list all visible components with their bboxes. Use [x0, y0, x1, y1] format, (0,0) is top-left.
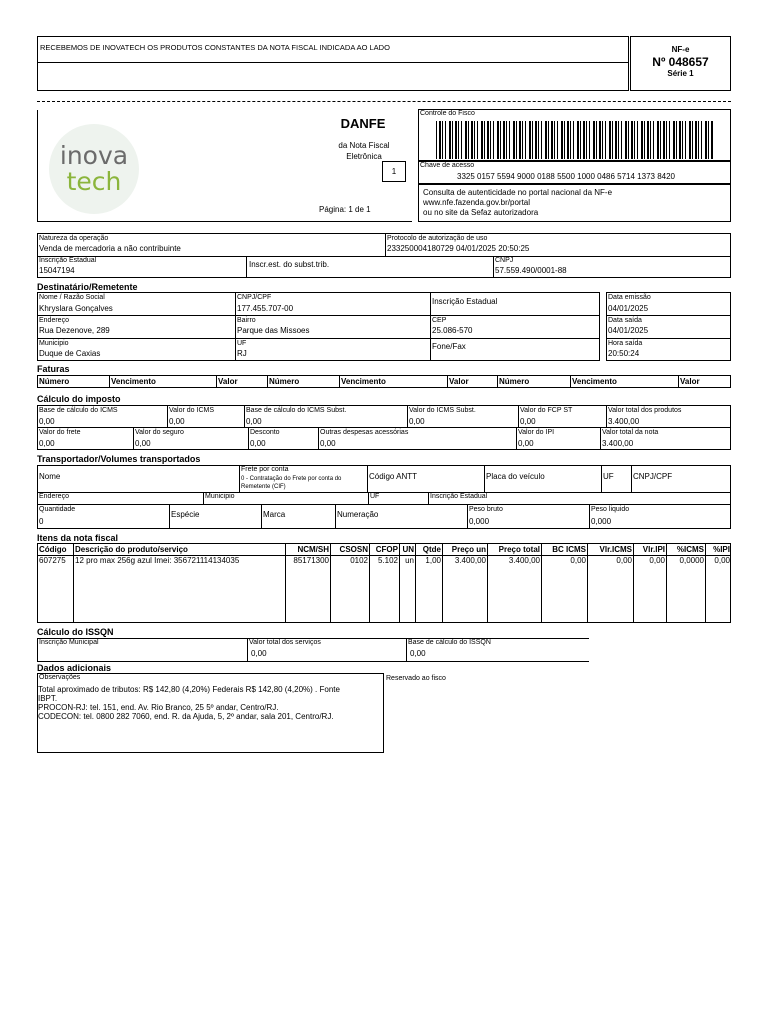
trans-vline-c5	[589, 504, 590, 529]
issqn-vline2	[406, 638, 407, 662]
item-pct-ipi: 0,00	[714, 556, 730, 565]
table-row	[37, 556, 731, 566]
trans-vline-b2	[368, 492, 369, 504]
imp-vline-a3	[407, 405, 408, 427]
iest-label: Inscr.est. do subst.trib.	[249, 260, 330, 269]
danfe-subtitle: da Nota Fiscal Eletrônica	[338, 141, 390, 161]
trans-ie-label: Inscrição Estadual	[430, 493, 488, 500]
canhoto-number: Nº 048657	[652, 55, 709, 69]
trans-liquido-label: Peso liquido	[591, 506, 630, 513]
fat-vline6	[497, 375, 498, 388]
frete-label: Valor do frete	[39, 429, 81, 436]
dest-municipio-value: Duque de Caxias	[39, 349, 101, 358]
protocolo-value: 233250004180729 04/01/2025 20:50:25	[387, 244, 530, 253]
imp-vline-b2	[248, 427, 249, 450]
transporte-title: Transportador/Volumes transportados	[37, 454, 201, 464]
obs-line1: Total aproximado de tributos: R$ 142,80 (4,20%) Federais R$ 142,80 (4,20%) . Fonte	[38, 685, 340, 694]
outras-label: Outras despesas acessórias	[320, 429, 409, 436]
dest-uf-value: RJ	[237, 349, 247, 358]
trans-liquido-value: 0,000	[591, 517, 612, 526]
dest-emissao-label: Data emissão	[608, 294, 651, 301]
itens-vline-11	[633, 543, 634, 623]
cnpj-value: 57.559.490/0001-88	[495, 266, 567, 275]
destinatario-box	[37, 292, 600, 361]
trans-vline-c2	[261, 504, 262, 529]
itens-vline-1	[73, 543, 74, 623]
imp-vline-a5	[606, 405, 607, 427]
destinatario-title: Destinatário/Remetente	[37, 282, 138, 292]
itens-vline-10	[587, 543, 588, 623]
issqn-bc-label: Base de cálculo do ISSQN	[408, 639, 491, 646]
canhoto-divider	[37, 62, 629, 63]
item-ncm: 85171300	[293, 556, 329, 565]
ie-value: 15047194	[39, 266, 75, 275]
trans-vline-b1	[203, 492, 204, 504]
bc-st-value: 0,00	[246, 417, 262, 426]
itens-vline-4	[369, 543, 370, 623]
v-icms-value: 0,00	[169, 417, 185, 426]
consulta-line3: ou no site da Sefaz autorizadora	[423, 208, 539, 217]
dest-bairro-value: Parque das Missoes	[237, 326, 310, 335]
itens-header-codigo: Código	[39, 545, 67, 554]
trans-qtd-value: 0	[39, 517, 44, 526]
itens-vline-12	[666, 543, 667, 623]
itens-header-pct-icms: %ICMS	[676, 545, 704, 554]
logo-text-inova: inova	[59, 141, 129, 170]
v-icms-label: Valor do ICMS	[169, 407, 214, 414]
imp-vline-b3	[318, 427, 319, 450]
issqn-bc-value: 0,00	[410, 649, 426, 658]
fat-header-numero-1: Número	[39, 377, 70, 386]
obs-label: Observações	[39, 674, 81, 681]
faturas-title: Faturas	[37, 364, 70, 374]
fcp-label: Valor do FCP ST	[520, 407, 573, 414]
fat-header-numero-3: Número	[499, 377, 530, 386]
outras-value: 0,00	[320, 439, 336, 448]
chave-value: 3325 0157 5594 9000 0188 5500 1000 0486 5714 1373 8420	[457, 172, 675, 181]
itens-header-vlr-ipi: Vlr.IPI	[642, 545, 665, 554]
fat-vline5	[447, 375, 448, 388]
fat-header-vencimento-3: Vencimento	[572, 377, 617, 386]
dest-hline1	[37, 315, 600, 316]
itens-vline-7	[442, 543, 443, 623]
itens-header-un: UN	[402, 545, 414, 554]
ipi-value: 0,00	[518, 439, 534, 448]
item-preco-un: 3.400,00	[454, 556, 486, 565]
itens-vline-8	[487, 543, 488, 623]
item-vlr-ipi: 0,00	[649, 556, 665, 565]
itens-header-descricao: Descrição do produto/serviço	[75, 545, 188, 554]
obs-line3: PROCON-RJ: tel. 151, end. Av. Rio Branco, 25 5º andar, Centro/RJ.	[38, 703, 279, 712]
trans-qtd-label: Quantidade	[39, 506, 76, 513]
imp-vline-b5	[600, 427, 601, 450]
item-descricao: 12 pro max 256g azul Imei: 356721114134035	[75, 556, 240, 565]
dest-emissao-value: 04/01/2025	[608, 304, 649, 313]
itens-title: Itens da nota fiscal	[37, 533, 119, 543]
itens-header-vlr-icms: Vlr.ICMS	[599, 545, 632, 554]
natureza-label: Natureza da operação	[39, 235, 109, 242]
trans-uf2-label: UF	[370, 493, 380, 500]
operacao-hline	[37, 256, 731, 257]
trans-marca-label: Marca	[263, 510, 286, 519]
dest-uf-label: UF	[237, 340, 247, 347]
protocolo-label: Protocolo de autorização de uso	[387, 235, 488, 242]
desconto-value: 0,00	[250, 439, 266, 448]
bc-icms-label: Base de cálculo do ICMS	[39, 407, 118, 414]
trans-vline-a4	[601, 465, 602, 492]
trans-vline-a1	[239, 465, 240, 492]
issqn-title: Cálculo do ISSQN	[37, 627, 114, 637]
dest-vline1	[235, 292, 236, 361]
barcode	[436, 121, 714, 159]
dest-bairro-label: Bairro	[237, 317, 256, 324]
v-st-value: 0,00	[409, 417, 425, 426]
pagina: Página: 1 de 1	[319, 205, 371, 214]
trans-endereco-label: Endereço	[39, 493, 69, 500]
dest-fone-label: Fone/Fax	[432, 342, 466, 351]
issqn-servicos-value: 0,00	[251, 649, 267, 658]
dest-cep-label: CEP	[432, 317, 447, 324]
fat-header-vencimento-2: Vencimento	[341, 377, 386, 386]
imp-vline-a4	[518, 405, 519, 427]
item-qtde: 1,00	[425, 556, 441, 565]
itens-header-pct-ipi: %IPI	[713, 545, 730, 554]
fat-vline2	[216, 375, 217, 388]
fat-vline7	[570, 375, 571, 388]
dest-cep-value: 25.086-570	[432, 326, 473, 335]
imp-vline-a1	[167, 405, 168, 427]
issqn-vline1	[247, 638, 248, 662]
item-vlr-icms: 0,00	[616, 556, 632, 565]
dest-cpf-label: CNPJ/CPF	[237, 294, 272, 301]
dest-nome-label: Nome / Razão Social	[39, 294, 105, 301]
trans-vline-c4	[467, 504, 468, 529]
controle-fisco-label: Controle do Fisco	[420, 110, 475, 117]
item-un: un	[405, 556, 414, 565]
ie-label: Inscrição Estadual	[39, 257, 97, 264]
trans-frete-value: 0 - Contratação do Frete por conta do Remetente (CIF)	[241, 476, 342, 490]
fat-header-numero-2: Número	[269, 377, 300, 386]
itens-header-qtde: Qtde	[422, 545, 441, 554]
trans-vline-a3	[484, 465, 485, 492]
natureza-value: Venda de mercadoria a não contribuinte	[39, 244, 181, 253]
consulta-line2: www.nfe.fazenda.gov.br/portal	[423, 198, 531, 207]
itens-vline-9	[541, 543, 542, 623]
canhoto-received-text: RECEBEMOS DE INOVATECH OS PRODUTOS CONSTANTES DA NOTA FISCAL INDICADA AO LADO	[40, 43, 390, 52]
dest-hora-label: Hora saída	[608, 340, 643, 347]
itens-vline-5	[399, 543, 400, 623]
trans-vline-a2	[367, 465, 368, 492]
operacao-vline1	[385, 233, 386, 256]
dest-saida-value: 04/01/2025	[608, 326, 649, 335]
desconto-label: Desconto	[250, 429, 280, 436]
dest-hline2	[37, 338, 600, 339]
imp-hline	[37, 427, 731, 428]
item-cfop: 5.102	[377, 556, 398, 565]
trans-vline-b3	[428, 492, 429, 504]
operacao-vline3	[493, 256, 494, 278]
dest-cpf-value: 177.455.707-00	[237, 304, 294, 313]
trans-frete-label: Frete por conta	[241, 466, 289, 473]
issqn-servicos-label: Valor total dos serviços	[249, 639, 321, 646]
seguro-value: 0,00	[135, 439, 151, 448]
trans-cnpj-label: CNPJ/CPF	[633, 472, 673, 481]
trans-especie-label: Espécie	[171, 510, 200, 519]
imposto-title: Cálculo do imposto	[37, 394, 121, 404]
bc-icms-value: 0,00	[39, 417, 55, 426]
imp-vline-a2	[244, 405, 245, 427]
trans-bruto-value: 0,000	[469, 517, 490, 526]
itens-vline-6	[415, 543, 416, 623]
item-codigo: 607275	[39, 556, 66, 565]
ipi-label: Valor do IPI	[518, 429, 555, 436]
consulta-line1: Consulta de autenticidade no portal nacional da NF-e	[423, 188, 613, 197]
v-st-label: Valor do ICMS Subst.	[409, 407, 476, 414]
issqn-im-label: Inscrição Municipal	[39, 639, 99, 646]
item-csosn: 0102	[350, 556, 368, 565]
fat-vline8	[678, 375, 679, 388]
adicionais-title: Dados adicionais	[37, 663, 112, 673]
fcp-value: 0,00	[520, 417, 536, 426]
cnpj-label: CNPJ	[495, 257, 514, 264]
dest-saida-label: Data saída	[608, 317, 642, 324]
trans-hline2	[37, 504, 731, 505]
cut-line	[37, 101, 731, 102]
fat-vline1	[109, 375, 110, 388]
total-produtos-value: 3.400,00	[608, 417, 640, 426]
dest-endereco-label: Endereço	[39, 317, 69, 324]
logo-text-tech: tech	[66, 167, 122, 196]
dest-vline2	[430, 292, 431, 361]
item-pct-icms: 0,0000	[679, 556, 704, 565]
itens-header-bc-icms: BC ICMS	[552, 545, 586, 554]
trans-bruto-label: Peso bruto	[469, 506, 503, 513]
fisco-label: Reservado ao fisco	[386, 675, 446, 682]
datas-hline2	[606, 338, 731, 339]
itens-vline-13	[705, 543, 706, 623]
obs-line4: CODECON: tel. 0800 282 7060, end. R. da Ajuda, 5, 2º andar, sala 201, Centro/RJ.	[38, 712, 334, 721]
itens-vline-3	[330, 543, 331, 623]
dest-endereco-value: Rua Dezenove, 289	[39, 326, 110, 335]
trans-vline-c1	[169, 504, 170, 529]
total-nota-label: Valor total da nota	[602, 429, 659, 436]
canhoto-serie: Série 1	[667, 69, 694, 78]
itens-header-cfop: CFOP	[375, 545, 398, 554]
seguro-label: Valor do seguro	[135, 429, 184, 436]
trans-nome-label: Nome	[39, 472, 61, 481]
chave-label: Chave de acesso	[420, 162, 475, 169]
obs-line2: IBPT.	[38, 694, 58, 703]
total-nota-value: 3.400,00	[602, 439, 634, 448]
itens-header-preco-un: Preço un	[451, 545, 486, 554]
trans-municipio-label: Municipio	[205, 493, 235, 500]
fat-header-valor-1: Valor	[218, 377, 238, 386]
operacao-vline2	[246, 256, 247, 278]
company-logo	[49, 124, 139, 214]
danfe-title: DANFE	[340, 116, 386, 131]
dest-hora-value: 20:50:24	[608, 349, 640, 358]
trans-uf-label: UF	[603, 472, 614, 481]
trans-vline-c3	[335, 504, 336, 529]
trans-vline-a5	[631, 465, 632, 492]
datas-hline1	[606, 315, 731, 316]
canhoto-nfe-label: NF-e	[671, 45, 690, 54]
total-produtos-label: Valor total dos produtos	[608, 407, 682, 414]
fat-header-valor-2: Valor	[449, 377, 469, 386]
tipo-box: 1	[382, 161, 406, 182]
trans-placa-label: Placa do veículo	[486, 472, 545, 481]
itens-header-preco-total: Preço total	[498, 545, 540, 554]
bc-st-label: Base de cálculo do ICMS Subst.	[246, 407, 347, 414]
trans-hline1	[37, 492, 731, 493]
dest-municipio-label: Municipio	[39, 340, 69, 347]
itens-header-ncm: NCM/SH	[297, 545, 329, 554]
itens-header-csosn: CSOSN	[339, 545, 368, 554]
trans-antt-label: Código ANTT	[369, 472, 418, 481]
item-bc-icms: 0,00	[570, 556, 586, 565]
trans-numeracao-label: Numeração	[337, 510, 379, 519]
dest-nome-value: Khryslara Gonçalves	[39, 304, 113, 313]
dest-ie-label: Inscrição Estadual	[432, 297, 498, 306]
imp-vline-b1	[133, 427, 134, 450]
item-preco-total: 3.400,00	[508, 556, 540, 565]
itens-vline-2	[285, 543, 286, 623]
frete-value: 0,00	[39, 439, 55, 448]
fat-header-valor-3: Valor	[680, 377, 700, 386]
fat-vline3	[267, 375, 268, 388]
imp-vline-b4	[516, 427, 517, 450]
fat-vline4	[339, 375, 340, 388]
fat-header-vencimento-1: Vencimento	[111, 377, 156, 386]
